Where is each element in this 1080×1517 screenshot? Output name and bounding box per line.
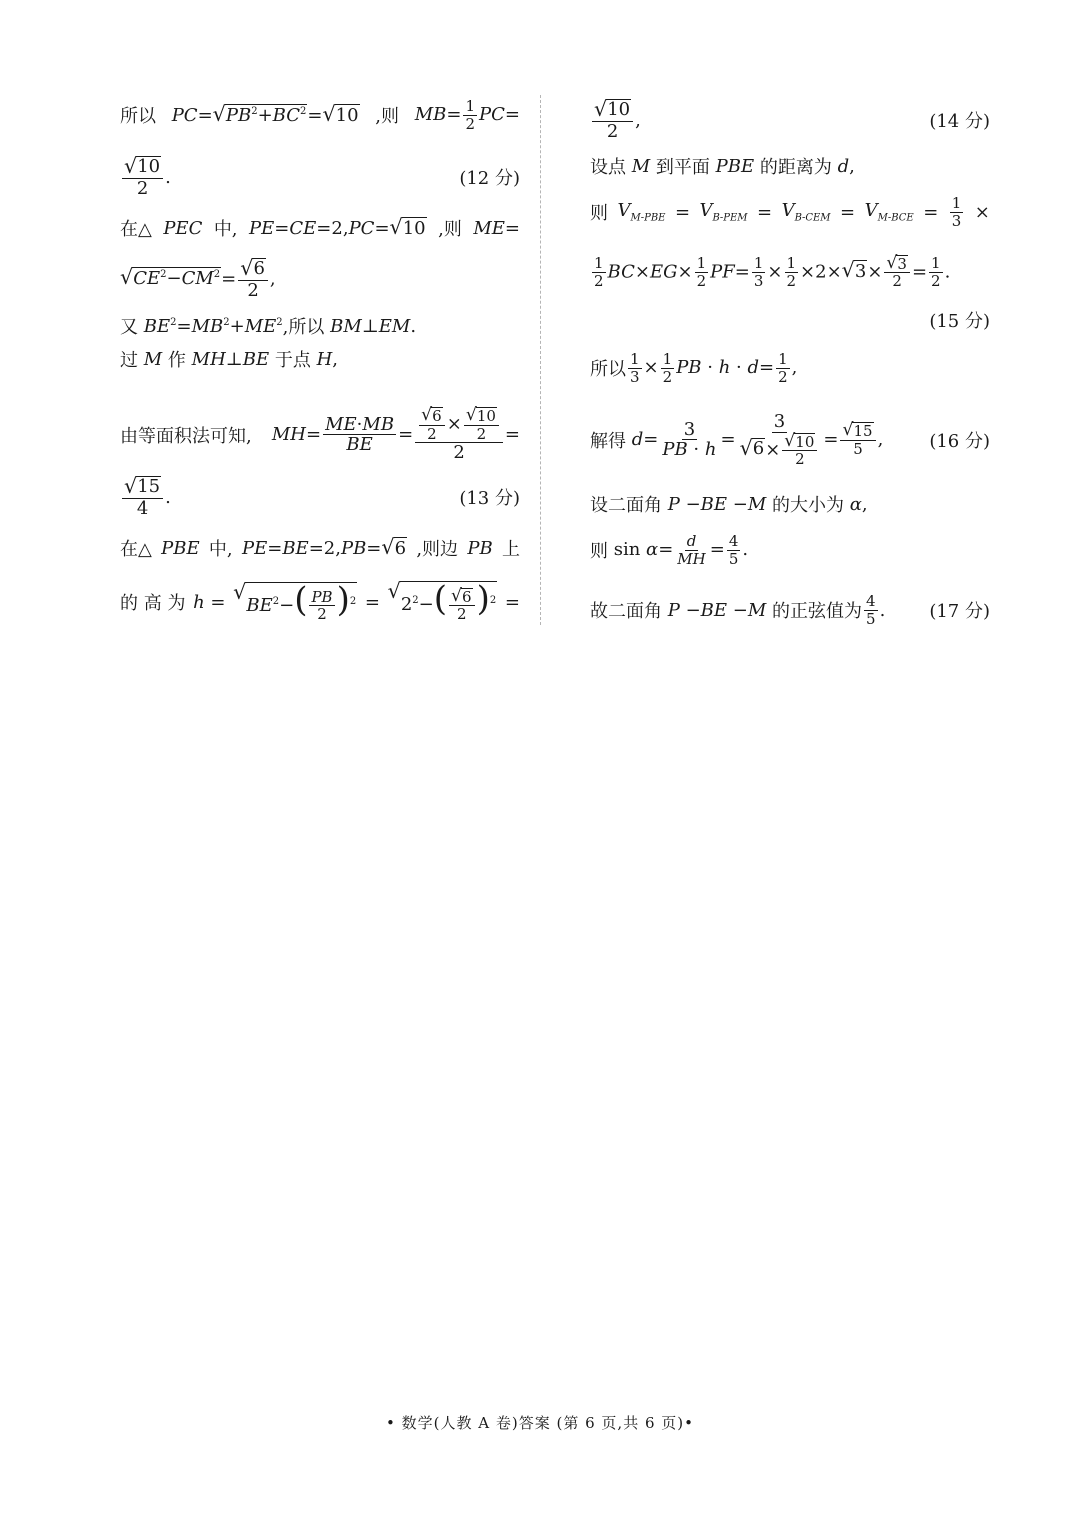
fraction: √ 15 4 [122,476,163,519]
text: ,则 [438,219,462,240]
left-line-5 [120,312,520,340]
text: ,则 [375,106,399,127]
formula: √ $CE^2-CM^2$ = √ 6 2 , [120,255,276,301]
text: 的正弦值为 [772,601,863,622]
right-line-3: 则 $V_{M-PBE}$ = $V_{B-PEM}$ = $V_{B-CEM}$ = $V_{M-BCE}$ = $\frac{1}{3}$ × [590,194,990,230]
text: 则 [590,203,608,224]
text: 又 [120,317,138,338]
text: 在△ [120,539,152,560]
right-line-1: √ 10 2 , (14 分) [594,96,990,142]
text: 解得 [590,431,626,452]
formula: $BE^2=MB^2+ME^2$ [143,315,283,337]
formula: MB= $\frac{1}{2}$ PC= [414,97,520,133]
left-line-6: 过 M 作 MH⊥BE 于点 H , [120,345,520,373]
text: 过 [120,350,138,371]
column-divider [540,95,541,625]
formula: $V_{B-PEM}$ [699,200,748,224]
text: 到平面 [655,157,710,178]
text: 在△ [120,219,152,240]
formula: PE=BE=2,PB= √ 6 [241,535,407,559]
text: 作 [167,350,186,371]
text: 由等面积法可知, [120,426,252,447]
formula: P −BE −M [667,599,767,621]
formula: PC= √ $PB^2+BC^2$ = √ 10 [171,102,359,126]
formula: P −BE −M [667,493,767,515]
text: 所以 [590,359,626,380]
left-line-1 [120,95,520,135]
right-line-9: 故二面角 P −BE −M 的正弦值为 $\frac{4}{5}$ . (17 分) [590,592,990,628]
text: 所以 [120,106,156,127]
text: ,所以 [282,317,325,338]
formula: h = [193,591,226,613]
left-line-10: 的 高 为 h = √ $BE^2-$( $\frac{PB}{2}$ )$^2$ = √ $2^2-$( √ 6 2 )$^2$ = [120,579,520,624]
left-line-2: √ 10 2 . (12 分) [124,153,520,199]
score-label: (14 分) [929,111,990,132]
formula: PE=CE=2,PC= √ 10 [249,215,426,239]
fraction: $\frac{4}{5}$ [866,592,876,628]
score-label: (17 分) [929,601,990,622]
fraction: √ 10 2 [592,99,633,142]
right-line-6 [590,400,990,480]
score-label: (12 分) [459,168,520,189]
fraction: √ 10 2 [122,156,163,199]
formula: $\frac{1}{2}$ BC×EG× $\frac{1}{2}$ PF= $\frac{1}{3}$ × $\frac{1}{2}$ ×2× √ 3 × √ 3 2 = $\frac{1}{2}$ . [594,252,951,290]
formula: MH= $\frac{ME\cdot MB}{BE}$ = √ 6 2 × √ 10 2 2 = [271,405,520,464]
text: 的大小为 [772,495,845,516]
fraction: $\frac{1}{3}$ [951,194,962,230]
text: 故二面角 [590,601,662,622]
formula: ME= [473,217,520,239]
text: 中, [208,539,233,560]
text: 的距离为 [759,157,832,178]
text: 中, [213,219,238,240]
score-label: (13 分) [459,488,520,509]
text: 上 [502,539,520,560]
text: 设点 [590,157,626,178]
right-line-7: 设二面角 P −BE −M 的大小为 α , [590,490,990,518]
right-line-8 [590,526,990,574]
formula: $\frac{1}{3}$ × $\frac{1}{2}$ PB · h · d= $\frac{1}{2}$ , [630,350,798,386]
formula: sin α= $\frac{d}{MH}$ = $\frac{4}{5}$ . [613,532,749,568]
left-line-7 [120,385,520,485]
formula: $V_{B-CEM}$ [781,200,831,224]
right-line-4 [590,248,990,296]
formula: MH⊥BE [191,348,270,370]
formula: $V_{M-BCE}$ [864,200,914,224]
text: ,则边 [416,539,459,560]
left-line-3: 在△ PEC 中, PE=CE=2,PC= √ 10 ,则 ME= [120,215,520,240]
right-line-5 [590,344,990,392]
text: 则 [590,541,608,562]
formula: √ $2^2-$( √ 6 2 )$^2$ [387,579,497,624]
score-label: (15 分) [929,311,990,332]
page-footer: • 数学(人教 A 卷)答案 (第 6 页,共 6 页)• [386,1414,694,1432]
formula: BM⊥EM. [330,315,417,337]
left-line-8: √ 15 4 . (13 分) [124,473,520,519]
formula: $V_{M-PBE}$ [617,200,666,224]
text: 设二面角 [590,495,662,516]
left-line-4 [120,255,520,303]
left-line-9: 在△ PBE 中, PE=BE=2,PB= √ 6 ,则边 PB 上 [120,535,520,560]
score-label: (16 分) [929,431,990,452]
formula: d= $\frac{3}{PB \cdot h}$ = 3 √ 6 × √ 10 2 = √ 15 5 , [631,411,884,469]
right-line-4b [590,306,990,334]
right-line-2: 设点 M 到平面 PBE 的距离为 d , [590,152,990,180]
text: 于点 [274,350,311,371]
formula: √ $BE^2-$( $\frac{PB}{2}$ )$^2$ [233,579,357,623]
text: 的 高 为 [120,593,186,614]
